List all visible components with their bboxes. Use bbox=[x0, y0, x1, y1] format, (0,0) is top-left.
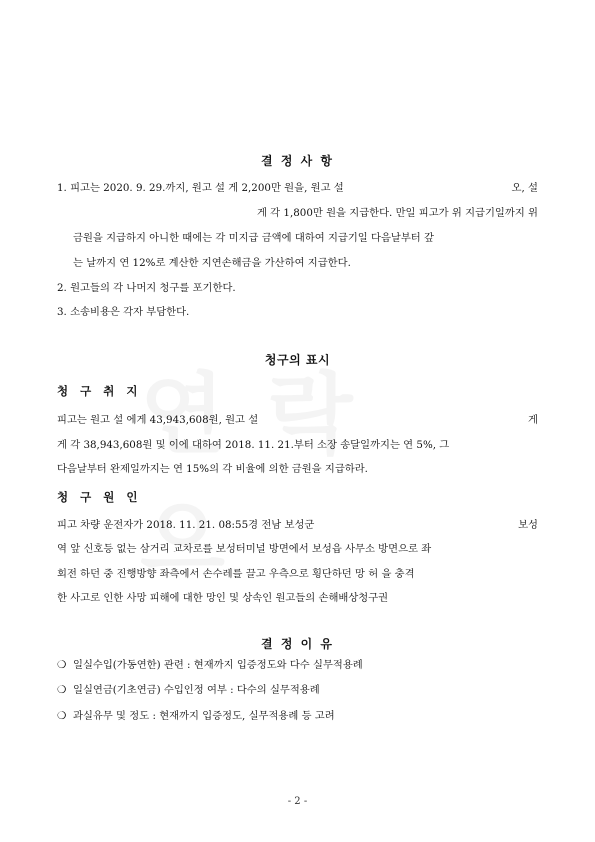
circle-bullet-icon: ❍ bbox=[57, 684, 67, 696]
decision-item-1-line-1: 1. 피고는 2020. 9. 29.까지, 원고 설 게 2,200만 원을, 원고 설 bbox=[57, 182, 344, 194]
claim-cause-line-2: 역 앞 신호등 없는 삼거리 교차로를 보성터미널 방면에서 보성읍 사무소 방면으로 좌 bbox=[57, 543, 432, 555]
decision-item-2: 2. 원고들의 각 나머지 청구를 포기한다. bbox=[57, 282, 236, 294]
claim-purpose-line-1-end: 게 bbox=[528, 414, 538, 426]
circle-bullet-icon: ❍ bbox=[57, 710, 67, 722]
claim-purpose-title: 청 구 취 지 bbox=[57, 384, 142, 398]
page-number: - 2 - bbox=[287, 796, 308, 807]
claim-purpose-line-3: 다음날부터 완제일까지는 연 15%의 각 비율에 의한 금원을 지급하라. bbox=[57, 463, 368, 475]
decision-item-1-line-3: 금원을 지급하지 아니한 때에는 각 미지급 금액에 대하여 지급기일 다음날부터 갚 bbox=[73, 232, 434, 244]
decision-item-1-line-4: 는 날까지 연 12%로 계산한 지연손해금을 가산하여 지급한다. bbox=[73, 257, 351, 269]
decision-item-3: 3. 소송비용은 각자 부담한다. bbox=[57, 306, 190, 318]
circle-bullet-icon: ❍ bbox=[57, 659, 67, 671]
claim-cause-title: 청 구 원 인 bbox=[57, 490, 142, 504]
claim-purpose-line-1: 피고는 원고 설 에게 43,943,608원, 원고 설 bbox=[57, 414, 259, 426]
claim-cause-line-4: 한 사고로 인한 사망 피해에 대한 망인 및 상속인 원고들의 손해배상청구권 bbox=[57, 592, 389, 604]
claim-cause-line-1: 피고 차량 운전자가 2018. 11. 21. 08:55경 전남 보성군 bbox=[57, 519, 315, 531]
reason-item-2: 일실연금(기초연금) 수입인정 여부 : 다수의 실무적용례 bbox=[73, 684, 320, 696]
decision-item-1-line-2: 게 각 1,800만 원을 지급한다. 만일 피고가 위 지급기일까지 위 bbox=[256, 207, 538, 219]
claim-purpose-line-2: 게 각 38,943,608원 및 이에 대하여 2018. 11. 21.부터 소장 송달일까지는 연 5%, 그 bbox=[57, 439, 450, 451]
reason-item-3: 과실유무 및 정도 : 현재까지 입증정도, 실무적용례 등 고려 bbox=[73, 710, 335, 722]
reasons-heading: 결 정 이 유 bbox=[261, 637, 334, 651]
claim-heading: 청구의 표시 bbox=[264, 353, 331, 367]
reason-item-1: 일실수입(가동연한) 관련 : 현재까지 입증정도와 다수 실무적용례 bbox=[73, 659, 363, 671]
claim-cause-line-3: 회전 하던 중 진행방향 좌측에서 손수레를 끌고 우측으로 횡단하던 망 허 을 충격 bbox=[57, 568, 415, 580]
decision-heading: 결 정 사 항 bbox=[261, 154, 334, 168]
claim-cause-line-1-end: 보성 bbox=[518, 519, 538, 531]
decision-item-1-line-1-end: 오, 설 bbox=[511, 182, 538, 194]
